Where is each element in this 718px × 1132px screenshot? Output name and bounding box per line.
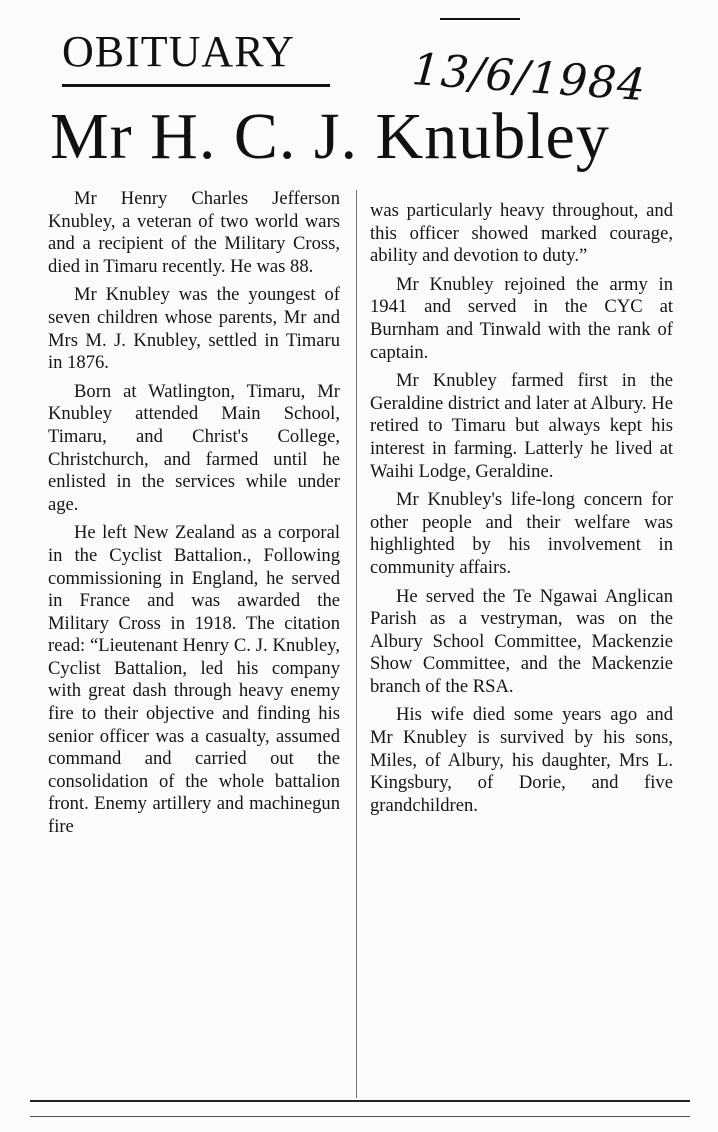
paragraph: Mr Knubley farmed first in the Geraldine district and later at Albury. He retired to Timaru but always kept his interest in farming. Latterly he lived at Waihi Lodge, Geraldine. [370, 370, 673, 482]
paragraph: Mr Henry Charles Jefferson Knubley, a veteran of two world wars and a recipient of the Military Cross, died in Timaru recently. He was 88. [48, 188, 340, 277]
headline: Mr H. C. J. Knubley [50, 100, 610, 173]
section-kicker: OBITUARY [62, 27, 295, 76]
paragraph-continued: was particularly heavy throughout, and this officer showed marked courage, ability and devotion to duty.” [370, 200, 673, 267]
article-column-right [370, 200, 673, 823]
paragraph: Mr Knubley was the youngest of seven children whose parents, Mr and Mrs M. J. Knubley, settled in Timaru in 1876. [48, 284, 340, 374]
bottom-rule [30, 1100, 690, 1102]
handwritten-date: 13/6/1984 [410, 44, 648, 112]
paragraph: Mr Knubley rejoined the army in 1941 and served in the CYC at Burnham and Tinwald with the rank of captain. [370, 273, 673, 363]
paragraph: He served the Te Ngawai Anglican Parish as a vestryman, was on the Albury School Committee, Mackenzie Show Committee, and the Mackenzie branch of the RSA. [370, 585, 673, 697]
paragraph: Born at Watlington, Timaru, Mr Knubley attended Main School, Timaru, and Christ's College, Christchurch, and farmed until he enlisted in the services while under age. [48, 380, 340, 515]
column-divider [356, 190, 357, 1098]
bottom-rule-thin [30, 1116, 690, 1117]
paragraph: His wife died some years ago and Mr Knubley is survived by his sons, Miles, of Albury, his daughter, Mrs L. Kingsbury, of Dorie, and five grandchildren. [370, 704, 673, 816]
top-rule [440, 18, 520, 20]
paragraph: Mr Knubley's life-long concern for other people and their welfare was highlighted by his involvement in community affairs. [370, 489, 673, 578]
paragraph: He left New Zealand as a corporal in the Cyclist Battalion., Following commissioning in England, he served in France and was awarded the Military Cross in 1918. The citation read: “Lieutenant Henry C. J. Knubley, Cyclist Battalion, led his company with great dash through heavy enemy fire to their objective and finding his senior officer was a casualty, assumed command and carried out the consolidation of the whole battalion front. Enemy artillery and machinegun fire [48, 522, 340, 838]
kicker-underline [62, 84, 330, 87]
article-column-left [48, 188, 340, 845]
